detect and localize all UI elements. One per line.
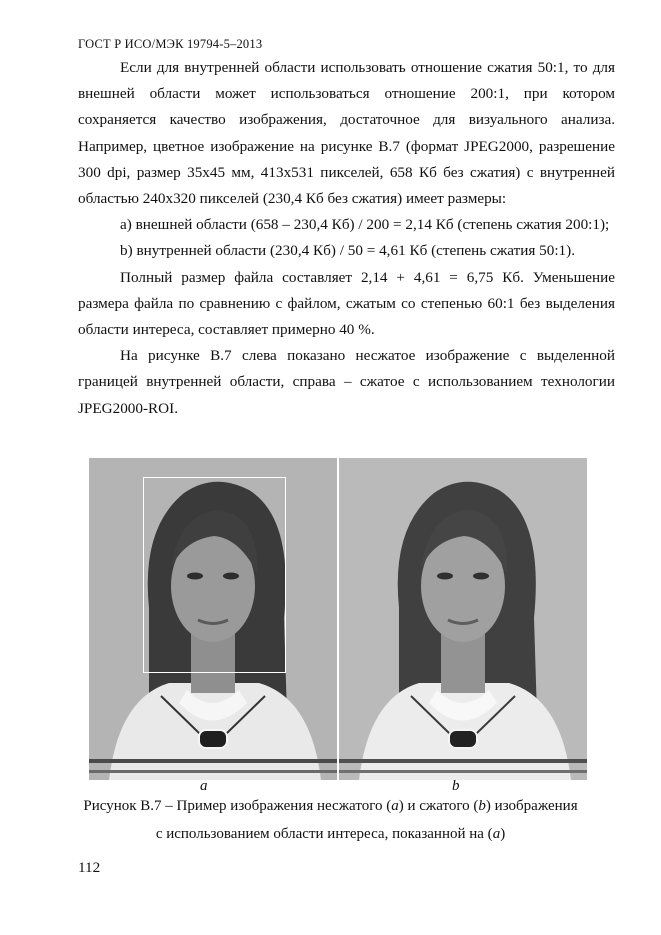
figure-b7: [89, 458, 587, 780]
paragraph-5: На рисунке В.7 слева показано несжатое изображение с выделенной границей внутренней области, справа – сжатое с использованием технологии JPEG2000-ROI.: [78, 347, 615, 417]
body-text: [78, 55, 615, 422]
paragraph-1: Если для внутренней области использовать отношение сжатия 50:1, то для внешней области может использоваться отношение 200:1, при котором сохраняется качество изображения, достаточное для визуального анализа. Например, цветное изображение на рисунке В.7 (формат JPEG2000, разрешение 300 dpi, размер 35x45 мм, 413x531 пикселей, 658 Кб без сжатия) с внутренней областью 240x320 пикселей (230,4 Кб без сжатия) имеет размеры:: [78, 59, 615, 208]
figure-caption-line-1: Рисунок В.7 – Пример изображения несжатого (a) и сжатого (b) изображения: [83, 798, 578, 814]
roi-boundary: [143, 477, 286, 673]
document-header: ГОСТ Р ИСО/МЭК 19794-5–2013: [78, 37, 263, 51]
paragraph-4: Полный размер файла составляет 2,14 + 4,61 = 6,75 Кб. Уменьшение размера файла по сравнению с файлом, сжатым со степенью 60:1 без выделения области интереса, составляет примерно 40 %.: [78, 268, 615, 339]
paragraph-3-item-b: b) внутренней области (230,4 Кб) / 50 = 4,61 Кб (степень сжатия 50:1).: [120, 242, 575, 260]
figure-caption-line-2: с использованием области интереса, показанной на (a): [155, 826, 506, 842]
page-number: 112: [78, 859, 101, 876]
paragraph-2-item-a: a) внешней области (658 – 230,4 Кб) / 200 = 2,14 Кб (степень сжатия 200:1);: [120, 216, 610, 234]
figure-label-a: a: [200, 778, 208, 794]
figure-label-b: b: [452, 778, 460, 794]
uncompressed-portrait-image: [89, 458, 337, 780]
compressed-portrait-image: [339, 458, 587, 780]
